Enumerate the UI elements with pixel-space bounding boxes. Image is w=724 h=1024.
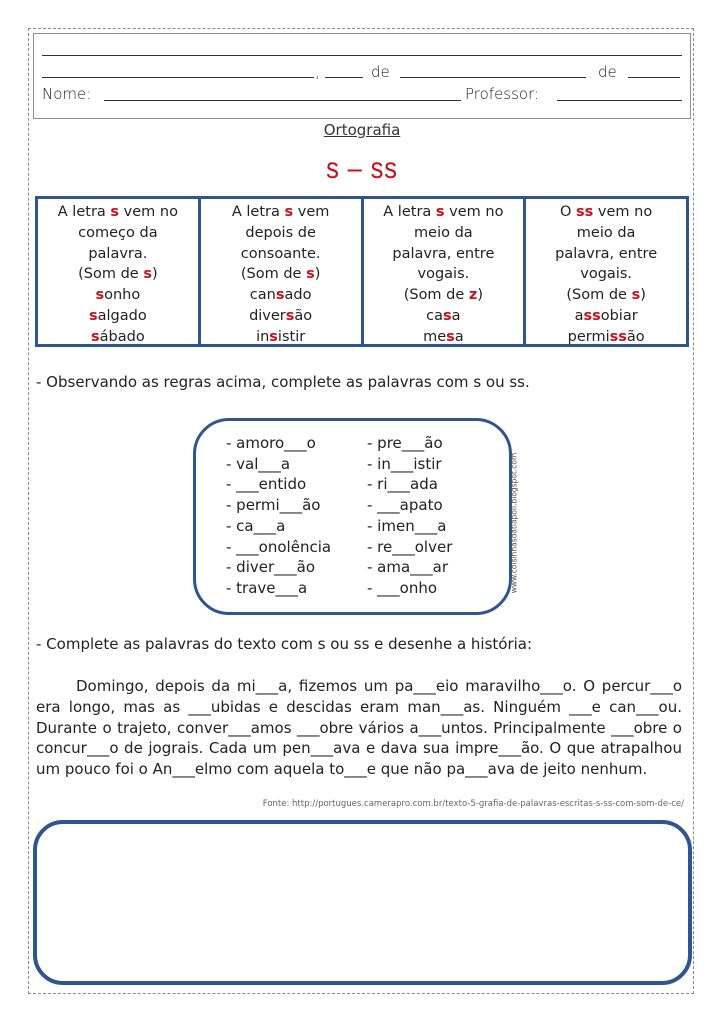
- name-label: Nome:: [42, 85, 92, 103]
- highlight-letter: s: [143, 266, 152, 283]
- rule-text: ão: [626, 328, 645, 345]
- rule-line: [526, 327, 686, 348]
- rule-text: vem no: [593, 204, 653, 220]
- blank-line-year[interactable]: [628, 77, 680, 78]
- blank-line-month[interactable]: [400, 77, 586, 78]
- rule-line: [201, 244, 361, 265]
- rule-line: [364, 223, 524, 244]
- rule-line: [364, 327, 524, 348]
- highlight-letter: ss: [609, 328, 627, 345]
- label-de-1: de: [371, 63, 390, 81]
- rule-line: [364, 306, 524, 327]
- highlight-letter: s: [631, 287, 641, 304]
- word-exercise[interactable]: - ___entido: [226, 475, 307, 494]
- word-exercise[interactable]: - re___olver: [367, 537, 453, 556]
- rule-cell: [38, 199, 201, 344]
- rule-text: começo da: [78, 224, 158, 241]
- rule-text: vogais.: [417, 266, 470, 283]
- highlight-letter: s: [91, 328, 100, 345]
- rule-line: [38, 264, 198, 285]
- rule-text: ): [477, 287, 484, 304]
- rule-line: [526, 202, 686, 223]
- rule-text: palavra, entre: [392, 245, 495, 262]
- rule-text: A letra: [57, 204, 111, 220]
- rule-line: [201, 202, 361, 223]
- rule-line: [38, 285, 198, 306]
- story-paragraph: Domingo, depois da mi___a, fizemos um pa___eio maravilho___o. O percur___o era longo, mas as ___ubidas e descidas eram man___as. Ninguém ___e can___ou. Durante o trajeto, conver___amos ___obre vários a___untos. Principalmente ___obre o concur___o de jograis. Cada um pen___ava e dava sua impre___ão. O que atrapalhou um pouco foi o An___elmo com aquela to___e que não pa___ava de jeito nenhum.: [36, 677, 682, 779]
- word-exercise[interactable]: - trave___a: [226, 578, 308, 597]
- instruction-words: - Observando as regras acima, complete as palavras com s ou ss.: [36, 373, 530, 391]
- word-exercise[interactable]: - val___a: [226, 454, 291, 473]
- rule-text: a: [574, 307, 584, 324]
- word-exercise[interactable]: - ri___ada: [367, 475, 438, 494]
- rule-text: vem no: [119, 204, 178, 220]
- rule-text: ão: [294, 307, 313, 324]
- rule-line: [526, 223, 686, 244]
- highlight-letter: s: [110, 204, 120, 220]
- watermark: [505, 448, 523, 598]
- rule-line: [201, 327, 361, 348]
- rule-text: (Som de: [566, 287, 632, 304]
- rule-text: (Som de: [403, 287, 469, 304]
- highlight-letter: s: [443, 307, 452, 324]
- rule-text: vem no: [444, 204, 504, 220]
- rule-line: [201, 285, 361, 306]
- rule-line: [38, 327, 198, 348]
- word-exercise[interactable]: - ___onolência: [226, 537, 332, 556]
- rule-cell: [364, 199, 527, 344]
- rule-text: a: [454, 328, 464, 345]
- words-column-right: [367, 433, 452, 599]
- rule-text: me: [423, 328, 447, 345]
- word-exercise[interactable]: - in___istir: [367, 454, 442, 473]
- rule-text: in: [256, 328, 270, 345]
- rule-line: [364, 264, 524, 285]
- rule-text: ): [314, 266, 321, 283]
- highlight-letter: z: [468, 287, 478, 304]
- highlight-letter: s: [306, 266, 315, 283]
- section-title: Ortografia: [323, 121, 401, 139]
- highlight-letter: s: [89, 307, 98, 324]
- word-exercise[interactable]: - pre___ão: [367, 434, 443, 452]
- highlight-letter: s: [435, 204, 445, 220]
- rule-line: [38, 223, 198, 244]
- rule-text: diver: [249, 307, 286, 324]
- word-exercise[interactable]: - ama___ar: [367, 558, 449, 577]
- word-exercise[interactable]: - permi___ão: [226, 496, 321, 515]
- words-box: [193, 418, 512, 615]
- word-exercise[interactable]: - ___apato: [367, 496, 443, 515]
- instruction-story: - Complete as palavras do texto com s ou ss e desenhe a história:: [36, 635, 533, 653]
- rule-text: ábado: [99, 328, 145, 345]
- story-text: [36, 676, 682, 780]
- blank-line-city[interactable]: [42, 77, 314, 78]
- rule-line: [526, 306, 686, 327]
- word-exercise[interactable]: - amoro___o: [226, 434, 316, 452]
- rule-line: [364, 244, 524, 265]
- highlight-letter: s: [446, 328, 455, 345]
- label-de-2: de: [598, 63, 617, 81]
- rule-text: palavra.: [88, 245, 148, 262]
- word-exercise[interactable]: - diver___ão: [226, 558, 316, 577]
- highlight-letter: ss: [583, 307, 601, 324]
- rule-text: (Som de: [78, 266, 144, 283]
- words-column-left: [226, 433, 331, 599]
- rule-text: palavra, entre: [555, 245, 658, 262]
- watermark-text: www.coisinhasdatiapoli.blogspot.com: [509, 452, 519, 594]
- rule-text: meio da: [414, 224, 473, 241]
- rule-text: can: [249, 287, 276, 304]
- rule-line: [38, 306, 198, 327]
- rule-text: istir: [277, 328, 306, 345]
- drawing-area[interactable]: [33, 820, 692, 985]
- rule-line: [201, 306, 361, 327]
- teacher-field[interactable]: [557, 100, 682, 101]
- word-exercise[interactable]: - imen___a: [367, 516, 447, 535]
- header-box: [33, 33, 691, 119]
- rule-line: [526, 264, 686, 285]
- blank-line-school[interactable]: [42, 55, 682, 56]
- rule-cell: [201, 199, 364, 344]
- rule-text: ado: [284, 287, 312, 304]
- blank-line-day[interactable]: [325, 77, 363, 78]
- rule-text: ): [151, 266, 158, 283]
- highlight-letter: s: [269, 328, 278, 345]
- rule-text: consoante.: [240, 245, 321, 262]
- big-title: s – ss: [326, 152, 398, 185]
- rule-text: ): [640, 287, 646, 304]
- highlight-letter: ss: [576, 204, 594, 220]
- rule-text: a: [451, 307, 461, 324]
- rule-line: [38, 202, 198, 223]
- rule-line: [201, 223, 361, 244]
- highlight-letter: s: [275, 287, 285, 304]
- rule-line: [38, 244, 198, 265]
- highlight-letter: s: [285, 307, 295, 324]
- rule-text: depois de: [245, 224, 316, 241]
- rule-text: vem: [293, 204, 330, 220]
- rule-line: [526, 285, 686, 306]
- rule-text: obiar: [600, 307, 638, 324]
- teacher-label: Professor:: [465, 85, 540, 103]
- rule-cell: [526, 199, 686, 344]
- rule-text: vogais.: [580, 266, 632, 283]
- rule-text: ca: [426, 307, 444, 324]
- rule-text: permi: [567, 328, 610, 345]
- rule-text: O: [560, 204, 577, 220]
- highlight-letter: s: [95, 287, 105, 304]
- rule-text: A letra: [231, 204, 285, 220]
- word-exercise[interactable]: - ___onho: [367, 578, 438, 597]
- rules-table: [35, 196, 689, 347]
- comma: ,: [315, 63, 320, 81]
- source-citation: Fonte: http://portugues.camerapro.com.br/texto-5-grafia-de-palavras-escritas-s-ss-com-som-de-ce/: [262, 799, 684, 809]
- rule-line: [364, 202, 524, 223]
- rule-text: A letra: [383, 204, 436, 220]
- word-exercise[interactable]: - ca___a: [226, 516, 286, 535]
- rule-text: meio da: [576, 224, 636, 241]
- name-field[interactable]: [104, 100, 461, 101]
- rule-text: (Som de: [240, 266, 307, 283]
- rule-text: algado: [97, 307, 147, 324]
- rule-line: [526, 244, 686, 265]
- rule-line: [201, 264, 361, 285]
- rule-line: [364, 285, 524, 306]
- highlight-letter: s: [284, 204, 294, 220]
- rule-text: onho: [104, 287, 141, 304]
